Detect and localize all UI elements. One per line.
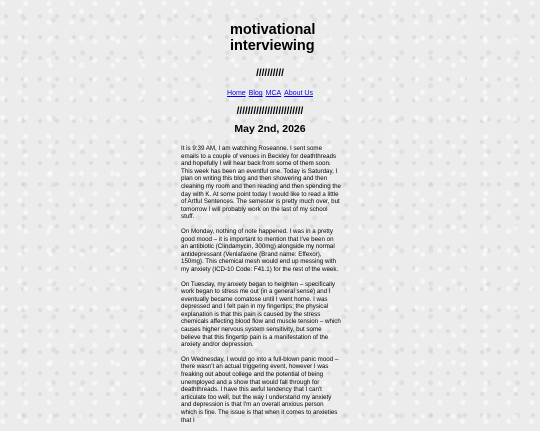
post-paragraph: On Tuesday, my anxiety began to heighten – specifically work began to stress me out (in a general sense) and I eventually became comatose until I went home. I was depressed and I felt pain in my fingertips; the physical explanation is that this pain is caused by the stress chemicals affecting blood flow and muscle tension – which causes higher nervous system sensitivity, but some believe that this fingertip pain is a manifestation of the anxiety and/or depression. — [181, 280, 341, 349]
nav-link-blog[interactable]: Blog — [248, 90, 263, 97]
nav-link-about[interactable]: About Us — [284, 90, 313, 97]
divider-small: ////////// — [256, 68, 284, 79]
post-paragraph: On Wednesday, I would go into a full-blown panic mood – there wasn't an actual triggering event, however I was freaking out about college and the potential of being unemployed and a show that would fall through for deaththreads. I have this awful tendency that I can't articulate too well, but the way I understand my anxiety and depression is that I'm an overall anxious person which is fine. The issue is that when it comes to anxieties that I — [181, 355, 339, 424]
page-column — [178, 0, 362, 431]
nav-link-home[interactable]: Home — [227, 90, 246, 97]
post-paragraph: It is 9:39 AM, I am watching Roseanne. I sent some emails to a couple of venues in Beckley for deaththreads and hopefully I will hear back from some of them soon. This week has been an eventful one. Today is Saturday, I plan on writing this blog and then showering and then cleaning my room and then reading and then spending the day with K. At some point today I would like to read a little of Artful Sentences. The semester is pretty much over, but tomorrow I will probably work on the last of my school stuff. — [181, 145, 341, 221]
post-date: May 2nd, 2026 — [234, 123, 306, 135]
post-body — [181, 145, 341, 424]
divider-large: //////////////////////// — [236, 106, 304, 117]
site-title: motivational interviewing — [230, 22, 316, 54]
nav-link-mca[interactable]: MCA — [265, 90, 282, 97]
post-paragraph: On Monday, nothing of note happened. I was in a pretty good mood – it is important to mention that I've been on an antibiotic (Clindamycin, 300mg) alongside my normal antidepressant (Venlafaxine (Brand name: Effexor), 150mg). This chemical mesh would end up messing with my anxiety (ICD-10 Code: F41.1) for the rest of the week. — [181, 227, 339, 273]
nav-bar — [178, 90, 362, 97]
